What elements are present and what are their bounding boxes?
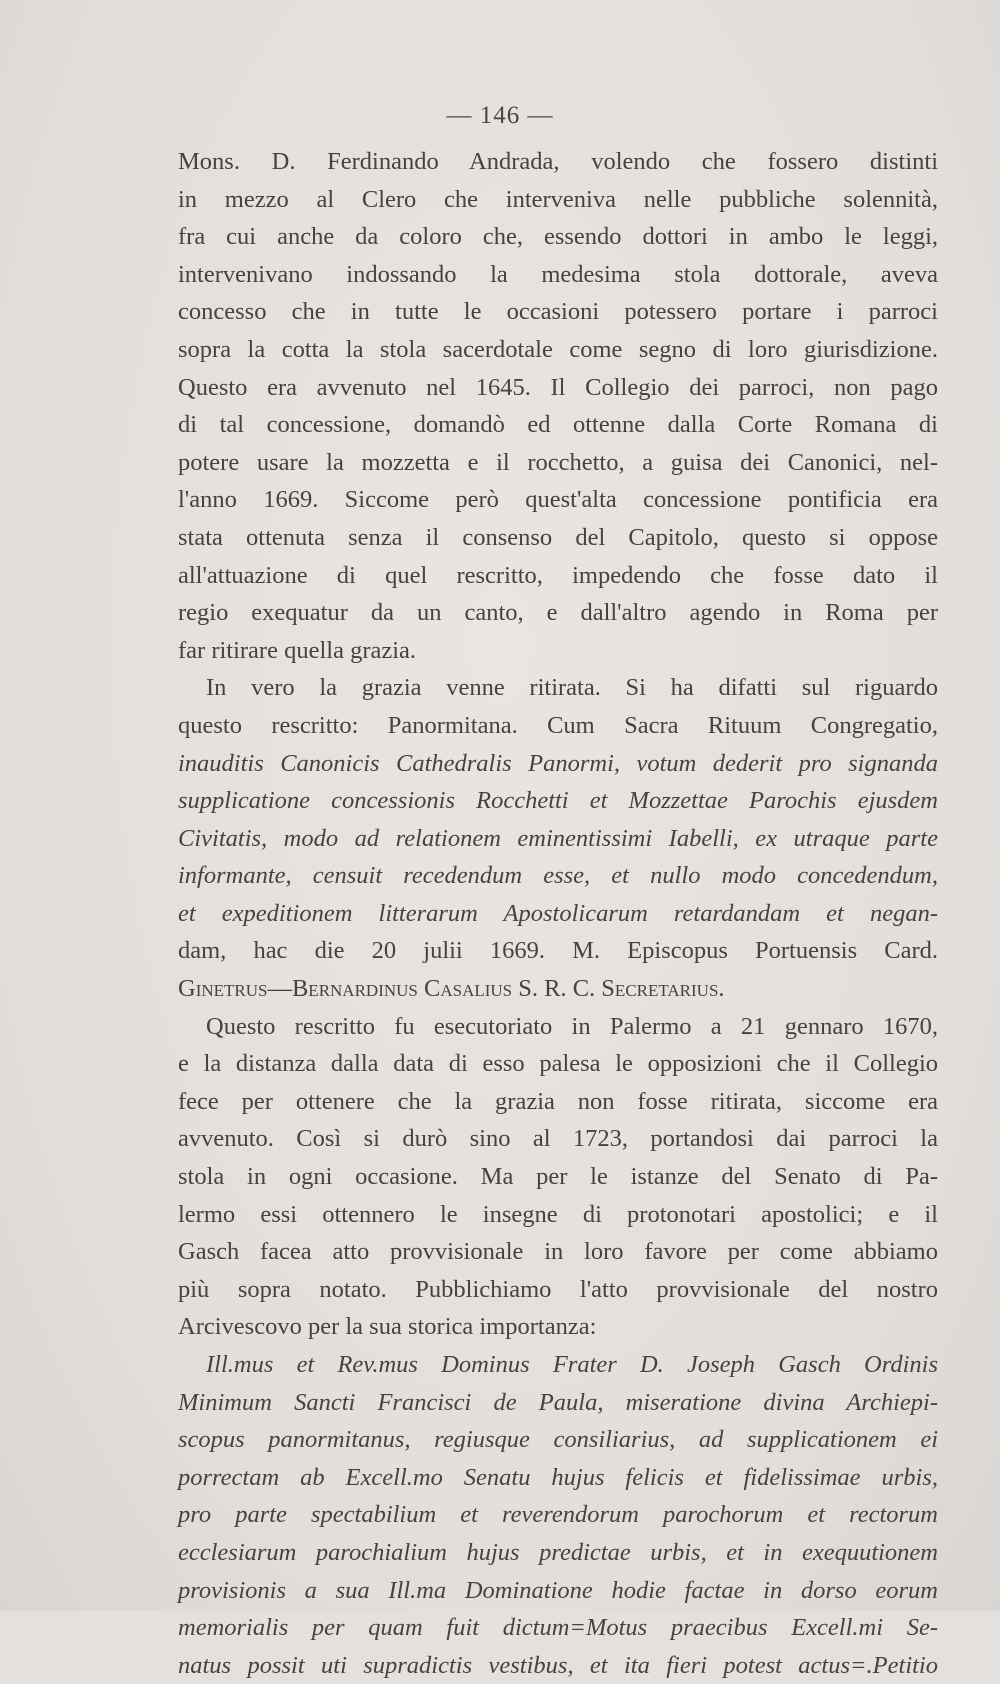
text-line-latin: pro parte spectabilium et reverendorum parochorum et rectorum	[178, 1501, 938, 1529]
text-line: questo rescritto: Panormitana. Cum Sacra Rituum Congregatio,	[178, 711, 938, 739]
text-line-latin: provisionis a sua Ill.ma Dominatione hodie factae in dorso eorum	[178, 1576, 938, 1604]
text-line-latin: Ill.mus et Rev.mus Dominus Frater D. Joseph Gasch Ordinis	[206, 1351, 938, 1378]
text-line: Mons. D. Ferdinando Andrada, volendo che fossero distinti	[178, 148, 938, 175]
text-line: e la distanza dalla data di esso palesa le opposizioni che il Collegio	[178, 1050, 938, 1078]
text-line: stata ottenuta senza il consenso del Capitolo, questo si oppose	[178, 523, 938, 551]
text-line: l'anno 1669. Siccome però quest'alta concessione pontificia era	[178, 486, 938, 514]
text-line: In vero la grazia venne ritirata. Si ha difatti sul riguardo	[206, 674, 938, 702]
text-line-latin: natus possit uti supradictis vestibus, et ita fieri potest actus=.Petitio	[178, 1651, 938, 1679]
text-line-latin: supplicatione concessionis Rocchetti et Mozzettae Parochis ejusdem	[178, 787, 938, 815]
text-line: Gasch facea atto provvisionale in loro favore per come abbiamo	[178, 1238, 938, 1266]
text-line: concesso che in tutte le occasioni potessero portare i parroci	[178, 298, 938, 326]
text-line: Questo rescritto fu esecutoriato in Palermo a 21 gennaro 1670,	[206, 1012, 938, 1040]
text-line-latin: Minimum Sancti Francisci de Paula, miseratione divina Archiepi-	[178, 1388, 938, 1416]
text-line: più sopra notato. Pubblichiamo l'atto provvisionale del nostro	[178, 1275, 938, 1303]
text-line: lermo essi ottennero le insegne di protonotari apostolici; e il	[178, 1200, 938, 1228]
text-line-latin: informante, censuit recedendum esse, et nullo modo concedendum,	[178, 862, 938, 890]
text-line: avvenuto. Così si durò sino al 1723, portandosi dai parroci la	[178, 1125, 938, 1153]
text-line: fece per ottenere che la grazia non fosse ritirata, siccome era	[178, 1087, 938, 1115]
text-line: far ritirare quella grazia.	[178, 636, 417, 664]
page-number: — 146 —	[446, 102, 554, 129]
text-line: regio exequatur da un canto, e dall'altro agendo in Roma per	[178, 599, 938, 627]
text-line: all'attuazione di quel rescritto, impedendo che fosse dato il	[178, 561, 938, 589]
text-line: potere usare la mozzetta e il rocchetto, a guisa dei Canonici, nel-	[178, 448, 938, 476]
text-line-latin: ecclesiarum parochialium hujus predictae urbis, et in exequutionem	[178, 1538, 938, 1566]
text-line-latin: inauditis Canonicis Cathedralis Panormi, votum dederit pro signanda	[178, 749, 938, 777]
text-line: in mezzo al Clero che interveniva nelle pubbliche solennità,	[178, 185, 938, 213]
text-line: di tal concessione, domandò ed ottenne dalla Corte Romana di	[178, 411, 938, 439]
text-line-latin: scopus panormitanus, regiusque consiliarius, ad supplicationem ei	[178, 1426, 938, 1454]
text-line: Arcivescovo per la sua storica importanza:	[178, 1313, 597, 1341]
text-line: intervenivano indossando la medesima stola dottorale, aveva	[178, 260, 938, 288]
text-line-latin: et expeditionem litterarum Apostolicarum retardandam et negan-	[178, 899, 938, 927]
text-line: sopra la cotta la stola sacerdotale come segno di loro giurisdizione.	[178, 335, 938, 363]
text-line-latin: porrectam ab Excell.mo Senatu hujus felicis et fidelissimae urbis,	[178, 1463, 938, 1491]
text-line-latin: Civitatis, modo ad relationem eminentissimi Iabelli, ex utraque parte	[178, 824, 938, 852]
text-line: fra cui anche da coloro che, essendo dottori in ambo le leggi,	[178, 223, 938, 251]
body-text	[178, 143, 938, 1684]
text-line: dam, hac die 20 julii 1669. M. Episcopus Portuensis Card.	[178, 937, 938, 965]
text-line: Ginetrus—Bernardinus Casalius S. R. C. Secretarius.	[178, 975, 725, 1003]
text-line: Questo era avvenuto nel 1645. Il Collegio dei parroci, non pago	[178, 373, 938, 401]
text-line: stola in ogni occasione. Ma per le istanze del Senato di Pa-	[178, 1163, 938, 1191]
text-line-latin: memorialis per quam fuit dictum=Motus praecibus Excell.mi Se-	[178, 1614, 938, 1642]
